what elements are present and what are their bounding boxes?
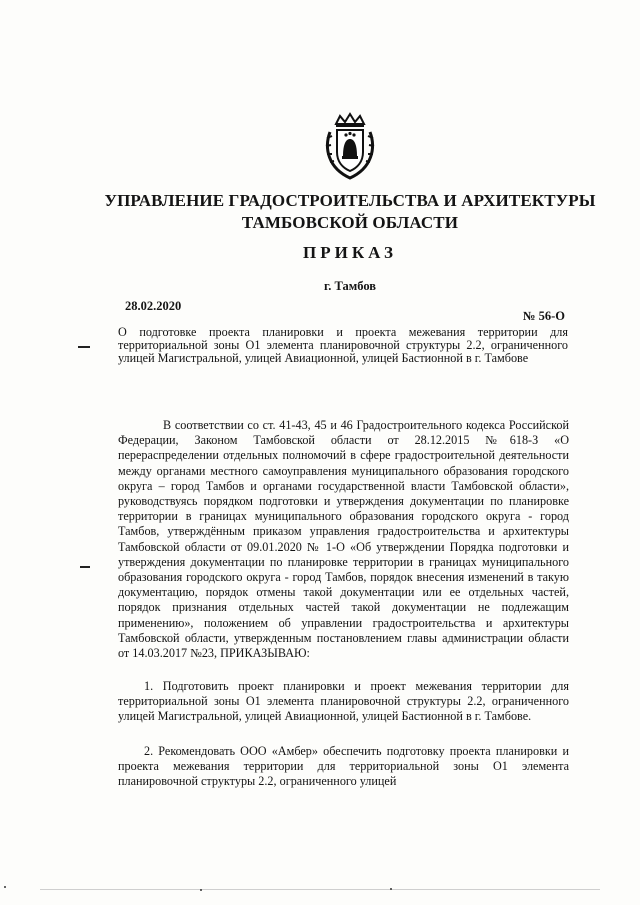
order-subject: О подготовке проекта планировки и проекта межевания территории для территориальной зоны О1 элемента планировочной структуры 2.2, ограниченного улицей Магистральной, улицей Авиационной, улицей Бастионной в г. Тамбове xyxy=(118,325,568,365)
document-type-title: ПРИКАЗ xyxy=(303,243,397,262)
tambov-coat-of-arms-icon xyxy=(322,112,378,180)
organization-name-line1: УПРАВЛЕНИЕ ГРАДОСТРОИТЕЛЬСТВА И АРХИТЕКТУРЫ xyxy=(104,191,596,210)
order-item-2: 2. Рекомендовать ООО «Амбер» обеспечить подготовку проекта планировки и проекта межевания территории для территориальной зоны О1 элемента планировочной структуры 2.2, ограниченного улицей xyxy=(118,744,569,789)
issue-date: 28.02.2020 xyxy=(125,299,182,313)
preamble-paragraph: В соответствии со ст. 41-43, 45 и 46 Градостроительного кодекса Российской Федерации, Законом Тамбовской области от 28.12.2015 №618-З «О перераспределении отдельных полномочий в сфере градостроительной деятельности между органами местного самоуправления муниципального образования городского округа – город Тамбов и органами государственной власти Тамбовской области», руководствуясь порядком подготовки и утверждения документации по планировке территории в границах муниципального образования городского округа - город Тамбов, утверждённым приказом управления градостроительства и архитектуры Тамбовской области от 09.01.2020 № 1-О «Об утверждении Порядка подготовки и утверждения документации по планировке территории в границах муниципального образования городского округа - город Тамбов, порядок внесения изменений в такую документацию, порядок отмены такой документации или ее отдельных частей, порядок признания отдельных частей такой документации не подлежащим применению», положением об управлении градостроительства и архитектуры Тамбовской области, утвержденным постановлением главы администрации области от 14.03.2017 №23, ПРИКАЗЫВАЮ: xyxy=(118,418,569,661)
margin-mark xyxy=(80,566,90,568)
scan-speck xyxy=(390,888,392,890)
order-number: № 56-О xyxy=(522,309,565,323)
organization-name xyxy=(90,190,610,234)
organization-name-line2: ТАМБОВСКОЙ ОБЛАСТИ xyxy=(241,213,459,232)
margin-mark xyxy=(78,346,90,348)
scan-speck xyxy=(4,886,6,888)
page-bottom-line xyxy=(40,889,600,890)
order-item-1: 1. Подготовить проект планировки и проект межевания территории для территориальной зоны О1 элемента планировочной структуры 2.2, ограниченного улицей Магистральной, улицей Авиационной, улицей Бастионной в г. Тамбове. xyxy=(118,679,569,724)
scan-speck xyxy=(200,889,202,891)
issue-city: г. Тамбов xyxy=(323,279,377,293)
